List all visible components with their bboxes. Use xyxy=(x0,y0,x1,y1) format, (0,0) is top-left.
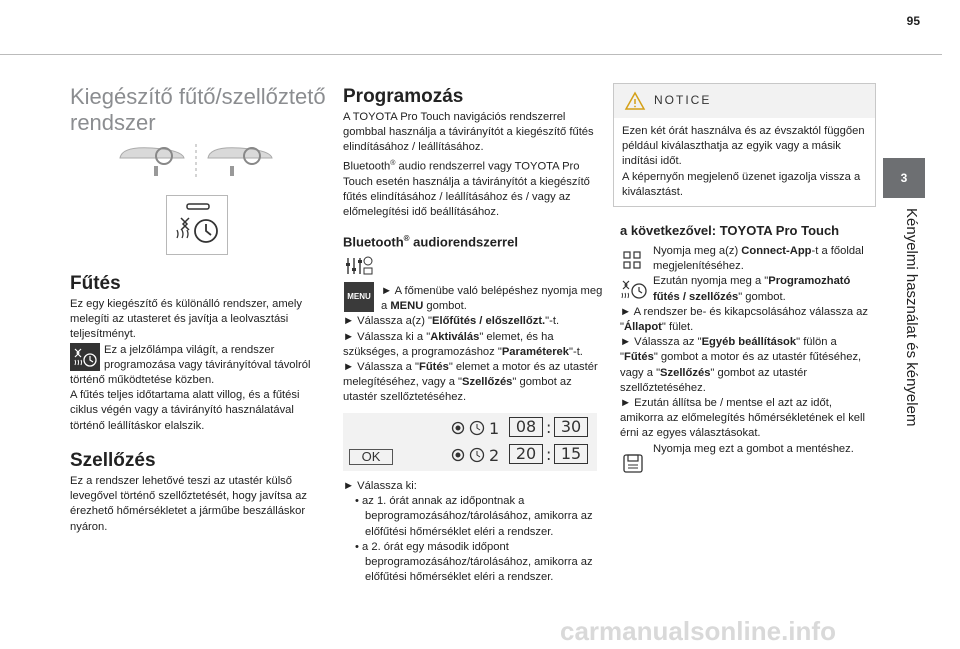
step-1: ► A főmenübe való belépéshez nyomja meg a MENU gombot. xyxy=(381,285,603,313)
programozas-paragraph-2: Bluetooth® audio rendszerrel vagy TOYOTA Pro Touch esetén használja a távirányítót a kiegészítő fűtés elindításához / leállításához és / vagy az előmelegítési idő beállításához. xyxy=(343,159,590,218)
timer-1-separator: : xyxy=(546,418,552,437)
chapter-tab[interactable]: 3 xyxy=(883,158,925,198)
pro-step-2: Ezután nyomja meg a "Programozható fűtés / szellőzés" gombot. xyxy=(653,275,851,303)
select-label: ► Válassza ki: xyxy=(343,480,417,492)
pro-touch-steps xyxy=(620,244,876,457)
pro-step-1: Nyomja meg a(z) Connect-App-t a főoldal megjelenítéséhez. xyxy=(653,245,864,273)
szellozes-text: Ez a rendszer lehetővé teszi az utastér külső levegővel történő szellőztetését, hogy javítsa az érezhető hőmérsékletet a járműbe beszálláskor nyáron. xyxy=(70,475,307,533)
page-number: 95 xyxy=(906,14,920,28)
programozas-heading: Programozás xyxy=(343,86,464,107)
programozas-text xyxy=(343,110,605,220)
timer-1-minutes[interactable]: 30 xyxy=(554,417,588,437)
timer-2-index: 2 xyxy=(489,446,500,465)
warning-triangle-icon xyxy=(624,91,646,111)
timer-2-separator: : xyxy=(546,445,552,464)
programozas-paragraph-1: A TOYOTA Pro Touch navigációs rendszerrel gombbal használja a távirányítót a kiegészítő fűtés elindításához / leállításához. xyxy=(343,111,594,154)
radio-selected-icon[interactable] xyxy=(451,448,465,462)
futes-paragraph-1: Ez egy kiegészítő és különálló rendszer, amely melegíti az utasteret és javítja a leolvasztási teljesítményt. xyxy=(70,298,302,341)
save-icon xyxy=(622,452,644,474)
futes-paragraph-3: A fűtés teljes időtartama alatt villog, és a fűtési ciklus végén vagy a távirányító használatával történő leállításkor elalszik. xyxy=(70,389,300,432)
pro-touch-heading: a következővel: TOYOTA Pro Touch xyxy=(620,223,840,238)
heater-lamp-icon xyxy=(70,343,100,371)
pro-step-3: ► A rendszer be- és kikapcsolásához válassza az "Állapot" fület. xyxy=(620,305,868,334)
step-2: ► Válassza a(z) "Előfűtés / előszellőzt."-t. xyxy=(343,315,560,328)
option-2: • a 2. órát egy második időpont beprogramozásához/tárolásához, amikorra az előfűtési hőmérséklet eléri a rendszer. xyxy=(355,540,593,584)
timer-1-hours[interactable]: 08 xyxy=(509,417,543,437)
bluetooth-heading: Bluetooth® audiorendszerrel xyxy=(343,234,518,250)
notice-box xyxy=(613,83,876,207)
pro-step-4: ► Válassza az "Egyéb beállítások" fülön a "Fűtés" gombot a motor és az utastér fűtéséhez, vagy a "Szellőzés" gombot az utastér szellőztetéséhez. xyxy=(620,336,862,394)
settings-sliders-icon xyxy=(344,254,374,278)
radio-selected-icon[interactable] xyxy=(451,421,465,435)
ok-button[interactable]: OK xyxy=(349,449,393,465)
szellozes-heading: Szellőzés xyxy=(70,450,156,471)
menu-button-icon: MENU xyxy=(344,282,374,312)
step-4: ► Válassza a "Fűtés" elemet a motor és az utastér melegítéséhez, vagy a "Szellőzés" gombot az utastér szellőztetéséhez. xyxy=(343,361,598,404)
pro-step-5: ► Ezután állítsa be / mentse el azt az időt, amikorra az előmelegítés hőmérsékletének el kell érni az egyes választásokat. xyxy=(620,397,865,440)
notice-body: Ezen két órát használva és az évszaktól függően például kiválaszthatja az egyik vagy a másik indítási időt. A képernyőn megjelenő üzenet igazolja vissza a kiválasztást. xyxy=(622,125,865,198)
chapter-title: Kényelmi használat és kényelem xyxy=(903,208,920,427)
timer-1-index: 1 xyxy=(489,419,500,438)
option-1: • az 1. órát annak az időpontnak a beprogramozásához/tárolásához, amikorra az előfűtési hőmérséklet eléri a rendszer. xyxy=(355,495,593,538)
page-title: Kiegészítő fűtő/szellőztető rendszer xyxy=(70,84,326,135)
watermark: carmanualsonline.info xyxy=(560,616,836,646)
pro-step-6: Nyomja meg ezt a gombot a mentéshez. xyxy=(653,442,854,455)
timer-2-hours[interactable]: 20 xyxy=(509,444,543,464)
futes-heading: Fűtés xyxy=(70,273,121,294)
notice-title: NOTICE xyxy=(654,93,712,107)
timer-2-minutes[interactable]: 15 xyxy=(554,444,588,464)
header-rule xyxy=(0,54,942,55)
futes-text xyxy=(70,297,328,434)
heater-timer-icon xyxy=(167,196,227,254)
front-seat-heater-icon xyxy=(112,140,280,184)
select-options xyxy=(343,479,605,585)
step-3: ► Válassza ki a "Aktiválás" elemet, és ha szükséges, a programozáshoz "Paraméterek"-t. xyxy=(343,330,583,358)
bluetooth-steps xyxy=(343,284,605,406)
heater-timer-lamp-box xyxy=(166,195,228,255)
futes-paragraph-2: Ez a jelzőlámpa világít, a rendszer programozása vagy távirányítóval távolról történő működtetése közben. xyxy=(70,343,311,387)
clock-icon xyxy=(469,447,485,463)
clock-icon xyxy=(469,420,485,436)
timer-display xyxy=(343,413,597,471)
